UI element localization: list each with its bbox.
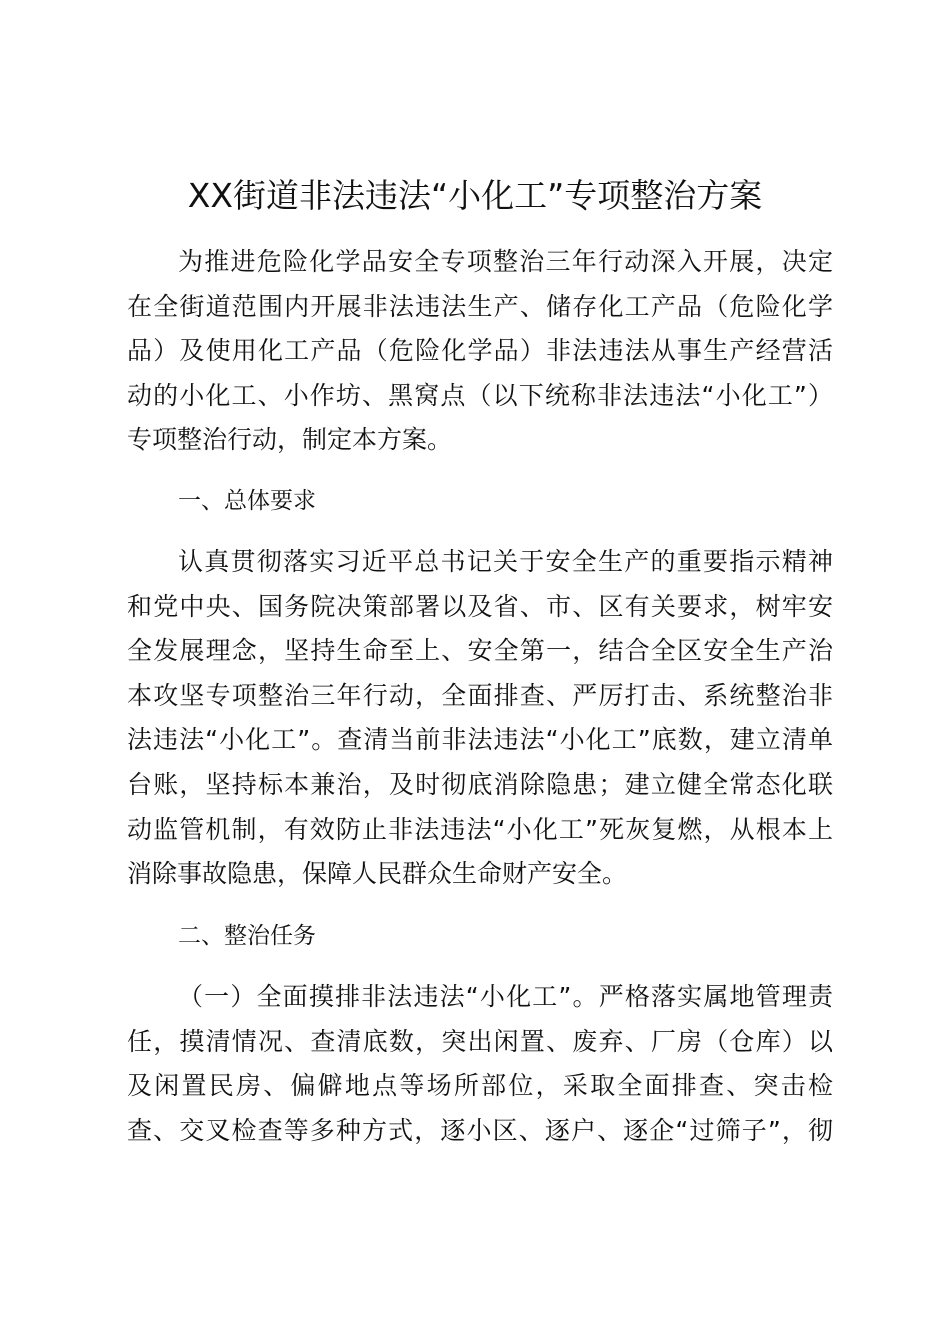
paragraph-line: 动监管机制，有效防止非法违法“小化工”死灰复燃，从根本上: [127, 814, 833, 844]
section-heading-overall-requirements: 一、总体要求: [178, 488, 316, 514]
rectification-tasks-paragraph: [127, 975, 833, 1153]
paragraph-line: 任，摸清情况、查清底数，突出闲置、废弃、厂房（仓库）以: [127, 1026, 833, 1056]
paragraph-line: 动的小化工、小作坊、黑窝点（以下统称非法违法“小化工”）: [127, 380, 833, 410]
paragraph-line: （一）全面摸排非法违法“小化工”。严格落实属地管理责: [178, 982, 833, 1011]
paragraph-line: 品）及使用化工产品（危险化学品）非法违法从事生产经营活: [127, 336, 833, 366]
paragraph-line: 专项整治行动，制定本方案。: [127, 425, 453, 455]
paragraph-line: 消除事故隐患，保障人民群众生命财产安全。: [127, 859, 628, 889]
paragraph-line: 和党中央、国务院决策部署以及省、市、区有关要求，树牢安: [127, 591, 833, 621]
paragraph-line: 在全街道范围内开展非法违法生产、储存化工产品（危险化学: [127, 291, 833, 321]
paragraph-line: 为推进危险化学品安全专项整治三年行动深入开展，决定: [178, 247, 833, 276]
paragraph-line: 查、交叉检查等多种方式，逐小区、逐户、逐企“过筛子”，彻: [127, 1115, 833, 1145]
overall-requirements-paragraph: [127, 540, 833, 897]
paragraph-line: 及闲置民房、偏僻地点等场所部位，采取全面排查、突击检: [127, 1071, 833, 1101]
paragraph-line: 台账，坚持标本兼治，及时彻底消除隐患；建立健全常态化联: [127, 769, 833, 799]
paragraph-line: 认真贯彻落实习近平总书记关于安全生产的重要指示精神: [178, 547, 833, 576]
paragraph-line: 本攻坚专项整治三年行动，全面排查、严厉打击、系统整治非: [127, 680, 833, 710]
document-title: XX街道非法违法“小化工”专项整治方案: [187, 176, 763, 215]
paragraph-line: 全发展理念，坚持生命至上、安全第一，结合全区安全生产治: [127, 636, 833, 666]
intro-paragraph: [127, 240, 833, 463]
section-heading-rectification-tasks: 二、整治任务: [178, 923, 316, 949]
paragraph-line: 法违法“小化工”。查清当前非法违法“小化工”底数，建立清单: [127, 725, 833, 755]
